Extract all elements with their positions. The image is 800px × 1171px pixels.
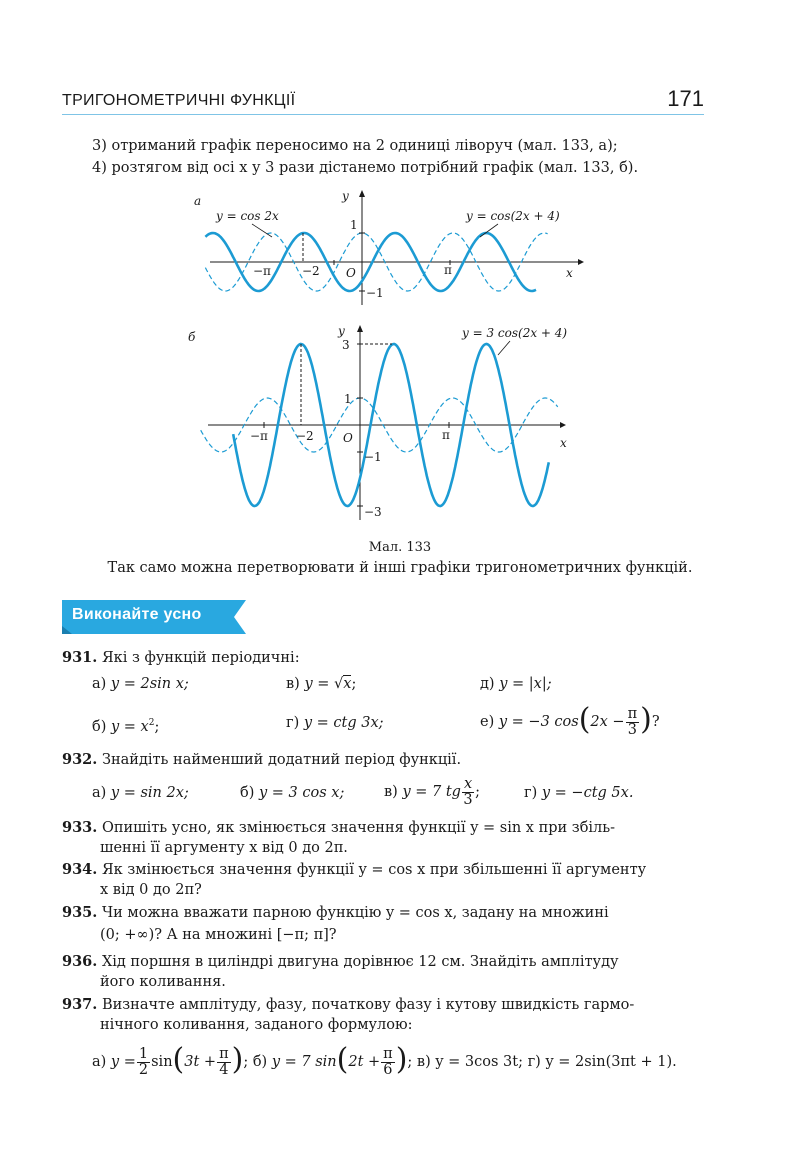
- intro-step-4: 4) розтягом від осі x у 3 рази дістанемо потрібний графік (мал. 133, б).: [92, 160, 639, 176]
- graph-b-leader: [498, 341, 510, 355]
- p931-a: а) y = 2sin x;: [92, 676, 189, 692]
- p932-a: а) y = sin 2x;: [92, 785, 189, 801]
- graph-b-tick-label-3: 3: [342, 338, 350, 352]
- problem-937-l2: нічного коливання, заданого формулою:: [100, 1017, 413, 1033]
- problem-931: 931. Які з функцій періодичні:: [62, 649, 300, 666]
- graph-a-leader-2: [480, 224, 498, 237]
- problem-935-l2: (0; +∞)? А на множині [−π; π]?: [100, 927, 337, 943]
- problem-932: 932. Знайдіть найменший додатний період функції.: [62, 751, 462, 768]
- graph-b-tick-label-minus-3: −3: [364, 505, 382, 519]
- graph-b-x-arrow: [560, 422, 566, 428]
- running-header: ТРИГОНОМЕТРИЧНІ ФУНКЦІЇ: [62, 92, 296, 109]
- problem-937: 937. Визначте амплітуду, фазу, початкову фазу і кутову швидкість гармо-: [62, 996, 635, 1013]
- graph-b-tick-label-pi: π: [442, 428, 450, 442]
- p931-d: д) y = |x|;: [480, 676, 552, 692]
- p932-b: б) y = 3 cos x;: [240, 785, 345, 801]
- figure-note: Так само можна перетворювати й інші графіки тригонометричних функцій.: [107, 560, 693, 576]
- p931-e: е) y = −3 cos(2x − $\frac{\pi}{3}$ )?: [480, 702, 660, 738]
- graph-b-x-label: x: [560, 436, 567, 450]
- p932-g: г) y = −ctg 5x.: [524, 785, 634, 801]
- problem-935: 935. Чи можна вважати парною функцію y = cos x, задану на множині: [62, 904, 609, 921]
- graph-a-origin: O: [346, 266, 356, 280]
- problem-936: 936. Хід поршня в циліндрі двигуна дорівнює 12 см. Знайдіть амплітуду: [62, 953, 619, 970]
- problem-933-l2: шенні її аргументу x від 0 до 2π.: [100, 840, 348, 856]
- intro-step-3: 3) отриманий графік переносимо на 2 одиниці ліворуч (мал. 133, а);: [92, 138, 618, 154]
- graph-b-tick-label-minus-2: −2: [296, 429, 314, 443]
- graph-a-label: а: [194, 194, 202, 208]
- graph-a-y-label: y: [342, 189, 349, 203]
- graph-b-origin: O: [343, 431, 353, 445]
- graph-b-label: б: [188, 330, 196, 344]
- graph-b-y-arrow: [357, 325, 363, 332]
- graph-a-x-arrow: [578, 259, 584, 265]
- page-number: 171: [667, 86, 704, 111]
- graph-a-tick-label-1: 1: [350, 218, 358, 232]
- graph-a-tick-label-minus-2: −2: [302, 264, 320, 278]
- problem-936-l2: його коливання.: [100, 974, 226, 990]
- graph-a-tick-label-pi: π: [444, 263, 452, 277]
- graph-a-y-arrow: [359, 190, 365, 197]
- graph-b-tick-label-1: 1: [344, 392, 352, 406]
- section-title: Виконайте усно: [72, 606, 202, 623]
- graph-a-tick-label-minus-pi: −π: [253, 264, 271, 278]
- graph-b-y-label: y: [338, 324, 345, 338]
- p931-b: б) $y = x^2$;: [92, 718, 160, 735]
- graph-a-tick-label-minus-1: −1: [366, 286, 384, 300]
- graph-b-tick-label-minus-1: −1: [364, 450, 382, 464]
- graph-a-leader-1: [252, 224, 272, 237]
- graph-a-label-shifted: y = cos(2x + 4): [466, 209, 560, 223]
- graph-b-tick-label-minus-pi: −π: [250, 429, 268, 443]
- problem-933: 933. Опишіть усно, як змінюється значення функції y = sin x при збіль-: [62, 819, 616, 836]
- p932-v: в) y = 7 tg $\frac{x}{3}$ ;: [384, 775, 481, 808]
- problem-934-l2: x від 0 до 2π?: [100, 882, 202, 898]
- graph-a-label-cos2x: y = cos 2x: [216, 209, 279, 223]
- graph-b-label-3cos: y = 3 cos(2x + 4): [462, 326, 568, 340]
- figure-133: [180, 185, 600, 530]
- p931-v: в) y = √x;: [286, 676, 357, 692]
- p937-formulas: а) y = $\frac{1}{2}$ sin(3t + $\frac{\pi}{4}$ ); б) y = 7 sin(2t + $\frac{\pi}{6}$ ); в) y = 3cos 3t; г) y = 2sin(3πt + 1).: [92, 1042, 677, 1078]
- p931-g: г) y = ctg 3x;: [286, 715, 384, 731]
- figure-caption: Мал. 133: [368, 540, 432, 555]
- problem-934: 934. Як змінюється значення функції y = cos x при збільшенні її аргументу: [62, 861, 647, 878]
- header-rule: [62, 114, 704, 115]
- graph-a-x-label: x: [566, 266, 573, 280]
